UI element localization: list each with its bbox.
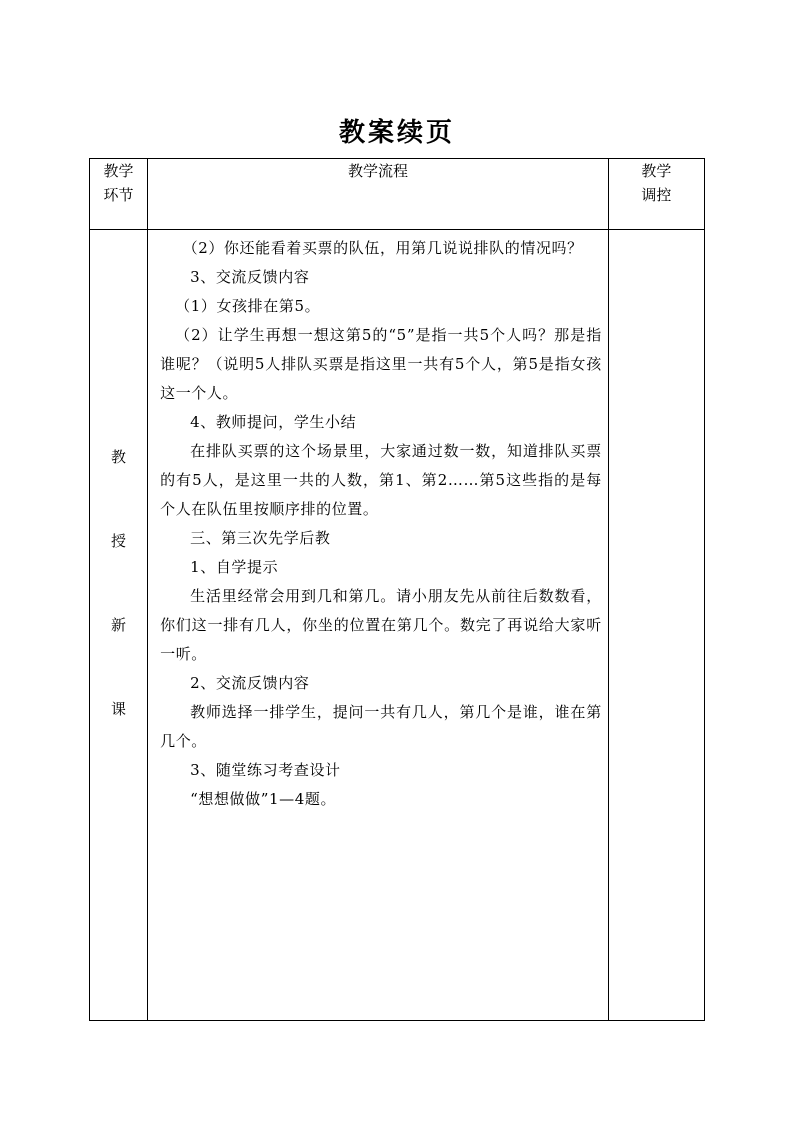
paragraph: 4、教师提问，学生小结 <box>190 413 357 431</box>
paragraph: 教师选择一排学生，提问一共有几人，第几个是谁，谁在第几个。 <box>160 703 602 750</box>
header-process-label: 教学流程 <box>347 162 408 180</box>
header-stage-cell <box>90 159 148 230</box>
process-content <box>148 230 608 814</box>
lesson-plan-table <box>89 158 705 1021</box>
header-control-cell <box>608 159 704 230</box>
process-cell <box>148 230 609 1021</box>
paragraph: （1）女孩排在第5。 <box>175 297 321 315</box>
paragraph: 1、自学提示 <box>190 558 279 576</box>
header-stage-label: 教学 环节 <box>103 162 134 204</box>
stage-char: 新 <box>111 616 127 634</box>
header-control-label: 教学 调控 <box>641 162 672 204</box>
paragraph: 3、随堂练习考查设计 <box>190 761 341 779</box>
page-title: 教案续页 <box>338 118 455 148</box>
header-process-cell <box>148 159 609 230</box>
table-body-row <box>90 230 705 1021</box>
stage-label <box>90 230 147 783</box>
paragraph: （2）让学生再想一想这第5的“5”是指一共5个人吗？那是指谁呢？（说明5人排队买票是指这里一共有5个人，第5是指女孩这一个人。 <box>160 326 602 402</box>
control-cell <box>608 230 704 1021</box>
stage-char: 授 <box>111 532 127 550</box>
table-header-row <box>90 159 705 230</box>
paragraph: （2）你还能看着买票的队伍，用第几说说排队的情况吗？ <box>182 239 583 257</box>
paragraph: 在排队买票的这个场景里，大家通过数一数，知道排队买票的有5人，是这里一共的人数，第1、第2……第5这些指的是每个人在队伍里按顺序排的位置。 <box>160 442 602 518</box>
stage-cell <box>90 230 148 1021</box>
stage-char: 教 <box>111 448 127 466</box>
stage-char: 课 <box>111 700 127 718</box>
paragraph: 3、交流反馈内容 <box>190 268 310 286</box>
paragraph: 三、第三次先学后教 <box>190 529 331 547</box>
paragraph: “想想做做”1—4题。 <box>190 790 337 808</box>
paragraph: 2、交流反馈内容 <box>190 674 310 692</box>
paragraph: 生活里经常会用到几和第几。请小朋友先从前往后数数看，你们这一排有几人，你坐的位置在第几个。数完了再说给大家听一听。 <box>160 587 602 663</box>
